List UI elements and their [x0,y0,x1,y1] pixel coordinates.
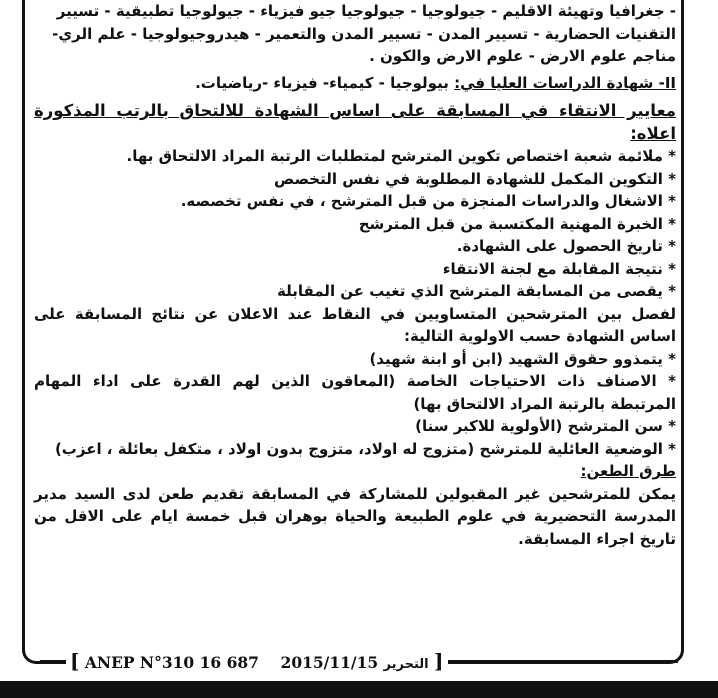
intro-line: التقنيات الحضارية - تسيير المدن - تسيير المدن والتعمير - هيدروجيولوجيا - علم الري- [52,24,676,43]
criteria-item: * يقصى من المسابقة المترشح الذي تغيب عن المقابلة [276,282,676,300]
anep-number: ANEP N°310 16 687 [84,653,259,672]
intro-line: - جغرافيا وتهيئة الاقليم - جيولوجيا - جيولوجيا جيو فيزياء - جيولوجيا تطبيقية - تسيير [56,2,676,20]
footer-reference [66,648,448,678]
priority-item: * الاصناف ذات الاحتياجات الخاصة (المعاقون الذين لهم القدرة على اداء المهام المرتبطة بالرتبة المراد الالتحاق بها) [34,372,676,413]
criteria-title: معايير الانتقاء في المسابقة على اساس الشهادة للالتحاق بالرتب المذكورة اعلاه: [34,101,676,143]
publication-date: 2015/11/15 [280,653,379,672]
section-2-label: II- شهادة الدراسات العليا في: [454,73,676,92]
tie-break-text: لفصل بين المترشحين المتساويين في النقاط عند الاعلان عن نتائج المسابقة على اساس الشهادة حسب الاولوية التالية: [34,304,676,345]
document-body [34,0,676,550]
section-2-heading [34,72,676,95]
left-bracket: [ [70,649,80,673]
criteria-item: * ملائمة شعبة اختصاص تكوين المترشح لمتطلبات الرتبة المراد الالتحاق بها. [126,147,676,165]
criteria-item: * الاشغال والدراسات المنجزة من قبل المترشح ، في نفس تخصصه. [180,192,676,210]
appeal-text: يمكن للمترشحين غير المقبولين للمشاركة في المسابقة تقديم طعن لدى السيد مدير المدرسة التحضيرية في علوم الطبيعة والحياة بوهران قبل خمسة ايام على الاقل من تاريخ اجراء المسابقة. [34,484,676,548]
intro-line: مناجم علوم الارض - علوم الارض والكون . [369,47,676,65]
bottom-black-bar [0,681,718,698]
section-2-subjects: بيولوجيا - كيمياء- فيزياء -رياضيات. [195,73,455,92]
right-bracket: ] [434,649,444,673]
criteria-item: * الخبرة المهنية المكتسبة من قبل المترشح [358,214,676,233]
criteria-item: * نتيجة المقابلة مع لجنة الانتقاء [442,259,676,278]
priority-item: * سن المترشح (الأولوية للاكبر سنا) [415,417,676,435]
criteria-item: * تاريخ الحصول على الشهادة. [456,237,676,255]
criteria-item: * التكوين المكمل للشهادة المطلوبة في نفس التخصص [274,169,676,188]
priority-item: * الوضعية العائلية للمترشح (متزوج له اولاد، متزوج بدون اولاد ، متكفل بعائلة ، اعزب) [54,439,676,458]
priority-item: * يتمذوو حقوق الشهيد (ابن أو ابنة شهيد) [369,349,676,368]
tahrir-label: التحرير [383,657,429,672]
appeal-title: طرق الطعن: [580,462,676,480]
footer [0,648,718,676]
